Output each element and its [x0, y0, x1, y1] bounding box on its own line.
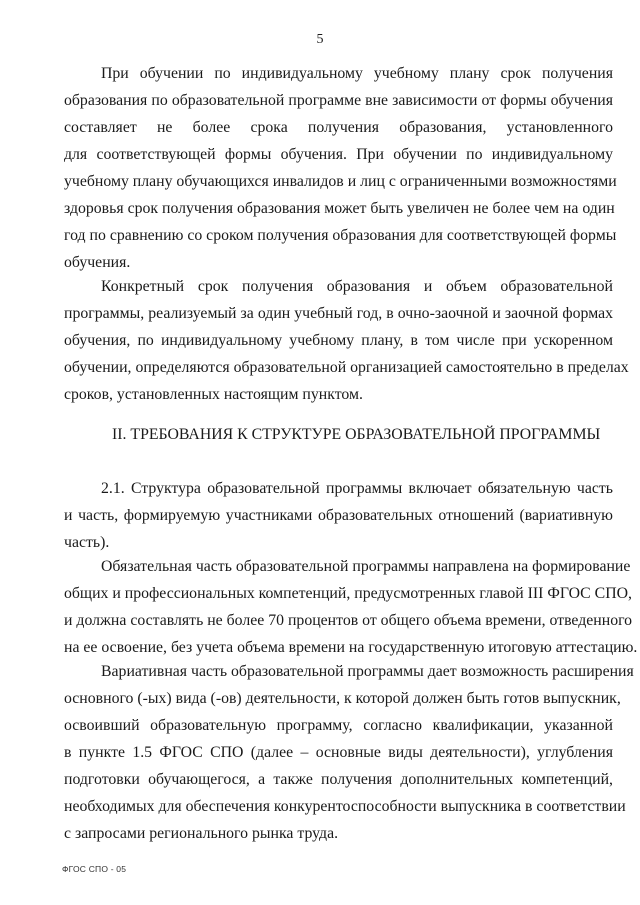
text-line: Обязательная часть образовательной программы направлена на формирование [101, 558, 631, 575]
text-line: подготовки обучающегося, а также получения дополнительных компетенций, [64, 771, 613, 788]
section-heading: II. ТРЕБОВАНИЯ К СТРУКТУРЕ ОБРАЗОВАТЕЛЬНОЙ ПРОГРАММЫ [112, 426, 601, 443]
text-line: и часть, формируемую участниками образовательных отношений (вариативную [64, 507, 613, 524]
text-line: часть). [64, 534, 110, 551]
text-line: и должна составлять не более 70 процентов от общего объема времени, отведенного [64, 612, 633, 629]
text-line: сроков, установленных настоящим пунктом. [64, 386, 363, 403]
text-line: обучения. [64, 254, 131, 271]
text-line: составляет не более срока получения образования, установленного [64, 119, 613, 136]
page-number: 5 [316, 32, 324, 47]
text-line: здоровья срок получения образования может быть увеличен не более чем на один [64, 200, 615, 217]
text-line: обучения, по индивидуальному учебному плану, в том числе при ускоренном [64, 332, 613, 349]
text-line: освоивший образовательную программу, согласно квалификации, указанной [64, 717, 613, 734]
text-line: год по сравнению со сроком получения образования для соответствующей формы [64, 227, 617, 244]
text-line: Конкретный срок получения образования и объем образовательной [101, 278, 613, 295]
text-line: в пункте 1.5 ФГОС СПО (далее – основные виды деятельности), углубления [64, 744, 613, 761]
text-line: на ее освоение, без учета объема времени на государственную итоговую аттестацию. [64, 639, 638, 656]
text-line: с запросами регионального рынка труда. [64, 825, 339, 842]
text-line: образования по образовательной программе вне зависимости от формы обучения [64, 92, 613, 109]
text-line: для соответствующей формы обучения. При обучении по индивидуальному [64, 146, 613, 163]
text-line: Вариативная часть образовательной программы дает возможность расширения [101, 663, 634, 680]
text-line: учебному плану обучающихся инвалидов и лиц с ограниченными возможностями [64, 173, 617, 190]
text-line: 2.1. Структура образовательной программы включает обязательную часть [101, 480, 613, 497]
footer-doc-code: ФГОС СПО - 05 [62, 864, 127, 874]
text-line: необходимых для обеспечения конкурентоспособности выпускника в соответствии [64, 798, 626, 815]
text-line: программы, реализуемый за один учебный год, в очно-заочной и заочной формах [64, 305, 613, 322]
text-line: При обучении по индивидуальному учебному плану срок получения [101, 65, 613, 82]
text-line: общих и профессиональных компетенций, предусмотренных главой III ФГОС СПО, [64, 585, 632, 602]
text-line: основного (-ых) вида (-ов) деятельности, к которой должен быть готов выпускник, [64, 690, 621, 707]
text-line: обучении, определяются образовательной организацией самостоятельно в пределах [64, 359, 629, 376]
